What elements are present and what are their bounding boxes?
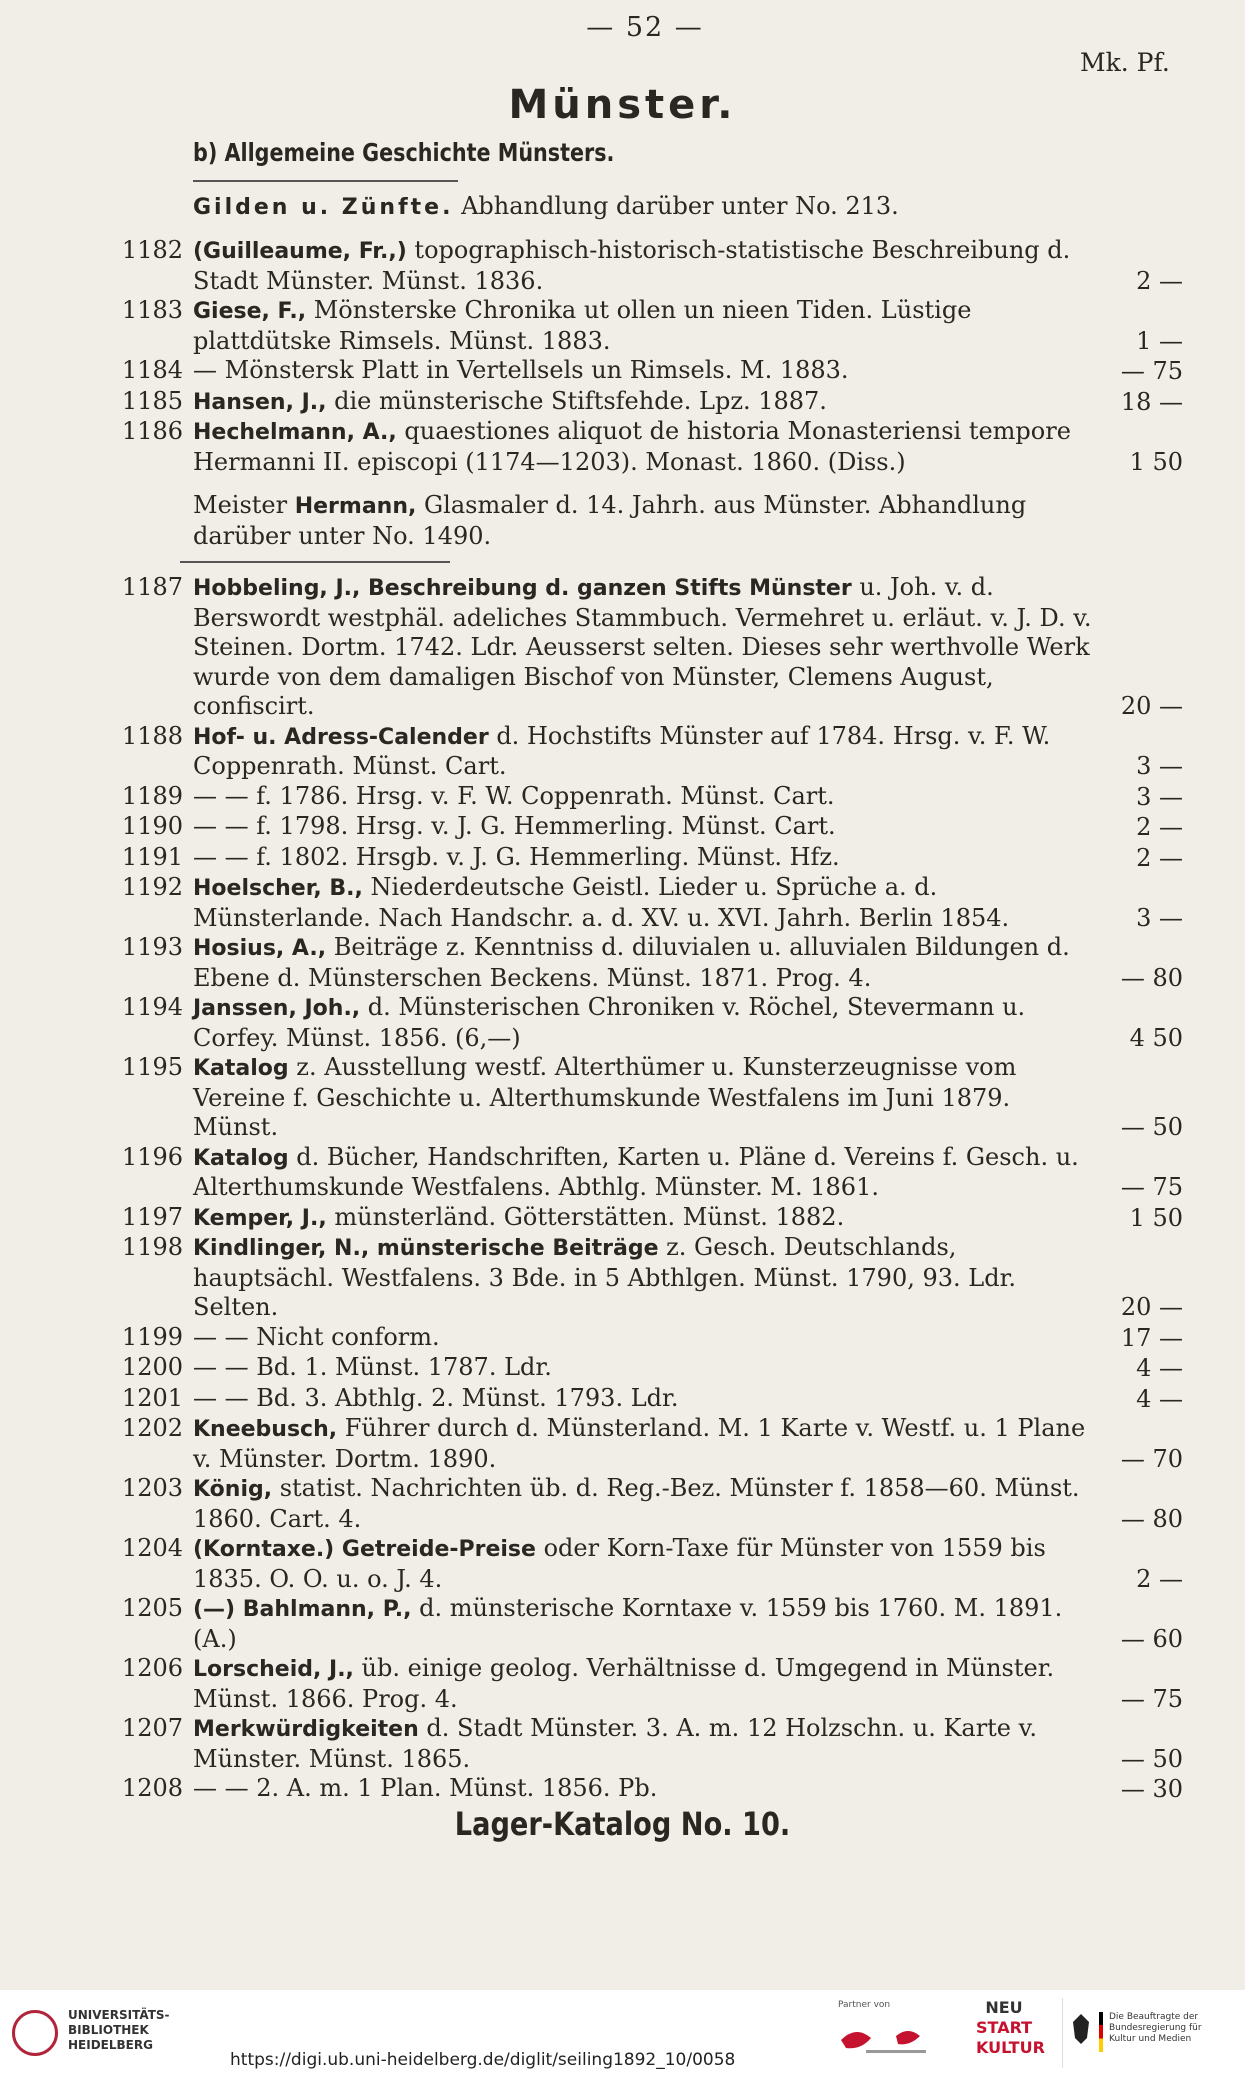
catalog-entry	[0, 1323, 1245, 1354]
catalog-entry	[0, 1534, 1245, 1594]
entry-description	[193, 993, 1093, 1053]
neu-label: NEU	[985, 1998, 1023, 2017]
entry-price: 17 —	[1120, 1323, 1183, 1352]
entry-number: 1202	[121, 1414, 183, 1442]
entry-price: 3 —	[1136, 752, 1183, 780]
entry-price: 4 —	[1136, 1384, 1183, 1413]
flag-icon	[1099, 2012, 1103, 2052]
entry-group-a	[0, 236, 1245, 477]
catalog-entry	[0, 296, 1245, 356]
entry-text: d. münsterische Korntaxe v. 1559 bis 1760. M. 1891. (A.)	[193, 1594, 1063, 1653]
entry-author: Hof- u. Adress-Calender	[193, 724, 489, 750]
entry-price: 2 —	[1136, 813, 1183, 841]
entry-price: — 70	[1120, 1444, 1183, 1473]
entry-price: — 60	[1120, 1624, 1183, 1653]
entry-number: 1191	[121, 842, 183, 871]
entry-text: topographisch-historisch-statistische Beschreibung d. Stadt Münster. Münst. 1836.	[193, 236, 1071, 295]
entry-price: — 50	[1120, 1113, 1183, 1141]
entry-text: — — f. 1802. Hrsgb. v. J. G. Hemmerling. Münst. Hfz.	[193, 842, 840, 871]
entry-number: 1186	[121, 417, 183, 445]
catalog-footer: Lager-Katalog No. 10.	[454, 1805, 791, 1843]
entry-price: — 80	[1120, 963, 1183, 992]
entry-text: — — Bd. 1. Münst. 1787. Ldr.	[193, 1353, 552, 1381]
entry-text: — — Bd. 3. Abthlg. 2. Münst. 1793. Ldr.	[193, 1383, 679, 1412]
entry-author: Kindlinger, N., münsterische Beiträge	[193, 1236, 659, 1261]
entry-price: 2 —	[1136, 1564, 1183, 1593]
entry-description	[193, 1203, 1093, 1234]
entry-author: König,	[193, 1477, 273, 1502]
entry-description	[193, 236, 1093, 296]
entry-description	[193, 812, 1093, 843]
entry-text: — — f. 1786. Hrsg. v. F. W. Coppenrath. Münst. Cart.	[193, 781, 835, 810]
entry-text: Mönsterske Chronika ut ollen un nieen Tiden. Lüstige plattdütske Rimsels. Münst. 1883.	[193, 296, 972, 355]
entry-author: Kemper, J.,	[193, 1205, 327, 1231]
entry-text: — Mönstersk Platt in Vertellsels un Rimsels. M. 1883.	[193, 356, 849, 384]
entry-price: 1 50	[1129, 1203, 1183, 1232]
entry-text: d. Hochstifts Münster auf 1784. Hrsg. v. F. W. Coppenrath. Münst. Cart.	[193, 721, 1051, 780]
entry-price: — 75	[1120, 1173, 1183, 1201]
catalog-entry	[0, 236, 1245, 296]
catalog-entry	[0, 1414, 1245, 1474]
entry-list	[0, 236, 1245, 1805]
entry-price: 18 —	[1120, 387, 1183, 416]
partner-label: Partner von	[838, 2000, 891, 2010]
catalog-entry	[0, 782, 1245, 813]
catalog-entry	[0, 1384, 1245, 1415]
catalog-entry	[0, 1143, 1245, 1203]
entry-number: 1194	[121, 993, 183, 1021]
entry-text: d. Bücher, Handschriften, Karten u. Pläne d. Vereins f. Gesch. u. Alterthumskunde Westfalens. Abthlg. Münster. M. 1861.	[193, 1142, 1079, 1201]
entry-description	[193, 1053, 1093, 1143]
entry-number: 1188	[121, 721, 183, 750]
entry-author: (Korntaxe.) Getreide-Preise	[193, 1537, 536, 1562]
entry-number: 1185	[121, 386, 183, 415]
entry-description	[193, 1774, 1093, 1805]
catalog-entry	[0, 1774, 1245, 1805]
catalog-entry	[0, 1203, 1245, 1234]
catalog-entry	[0, 1474, 1245, 1534]
entry-price: 4 —	[1136, 1354, 1183, 1382]
page-number: — 52 —	[586, 12, 704, 43]
spacer	[0, 563, 1245, 573]
catalog-entry	[0, 812, 1245, 843]
entry-description	[193, 1143, 1093, 1203]
note-text: Abhandlung darüber unter No. 213.	[461, 192, 899, 220]
entry-number: 1182	[121, 236, 183, 264]
permalink-url[interactable]: https://digi.ub.uni-heidelberg.de/diglit/seiling1892_10/0058	[230, 2050, 736, 2070]
catalog-entry	[0, 573, 1245, 722]
library-name[interactable]: UNIVERSITÄTS- BIBLIOTHEK HEIDELBERG	[68, 2008, 170, 2052]
entry-description	[193, 1353, 1093, 1384]
entry-author: Merkwürdigkeiten	[193, 1717, 419, 1742]
entry-price: 3 —	[1136, 782, 1183, 811]
note-lead: Hermann,	[294, 494, 417, 519]
entry-price: 2 —	[1136, 843, 1183, 872]
entry-number: 1206	[121, 1654, 183, 1682]
entry-number: 1189	[121, 781, 183, 810]
entry-number: 1195	[121, 1053, 183, 1081]
start-label: START	[976, 2018, 1033, 2037]
entry-number: 1184	[121, 356, 183, 384]
university-library-logo-icon[interactable]	[12, 2010, 58, 2056]
spacer	[0, 551, 1245, 561]
catalog-entry	[0, 1654, 1245, 1714]
entry-description	[193, 1474, 1093, 1534]
entry-text: — — Nicht conform.	[193, 1322, 440, 1351]
catalog-entry	[0, 873, 1245, 933]
entry-description	[193, 843, 1093, 874]
price-column-header: Mk. Pf.	[1080, 48, 1170, 77]
entry-text: statist. Nachrichten üb. d. Reg.-Bez. Münster f. 1858—60. Münst. 1860. Cart. 4.	[193, 1474, 1080, 1533]
entry-number: 1187	[121, 573, 183, 601]
entry-number: 1208	[121, 1774, 183, 1802]
entry-text: d. Stadt Münster. 3. A. m. 12 Holzschn. u. Karte v. Münster. Münst. 1865.	[193, 1714, 1037, 1773]
entry-text: — — 2. A. m. 1 Plan. Münst. 1856. Pb.	[193, 1774, 658, 1802]
entry-description	[193, 933, 1093, 993]
catalog-entry	[0, 722, 1245, 782]
entry-author: (Guilleaume, Fr.,)	[193, 239, 407, 264]
entry-text: u. Joh. v. d. Berswordt westphäl. adeliches Stammbuch. Vermehret u. erläut. v. J. D. v. Steinen. Dortm. 1742. Ldr. Aeusserst selten. Dieses sehr werthvolle Werk wurde von dem damaligen Bischof von Münster, Clemens August, confiscirt.	[193, 573, 1092, 720]
entry-author: Janssen, Joh.,	[193, 996, 361, 1021]
entry-number: 1197	[121, 1202, 183, 1231]
entry-author: Kneebusch,	[193, 1417, 338, 1442]
entry-description	[193, 1384, 1093, 1415]
catalog-entry	[0, 356, 1245, 387]
entry-group-b	[0, 573, 1245, 1805]
entry-price: 1 50	[1129, 447, 1183, 476]
note-text: Glasmaler d. 14. Jahrh. aus Münster. Abhandlung darüber unter No. 1490.	[193, 491, 1027, 550]
entry-number: 1199	[121, 1322, 183, 1351]
entry-price: — 30	[1120, 1775, 1183, 1803]
entry-author: Hoelscher, B.,	[193, 876, 363, 901]
entry-text: die münsterische Stiftsfehde. Lpz. 1887.	[326, 386, 827, 415]
entry-text: münsterländ. Götterstätten. Münst. 1882.	[326, 1202, 845, 1231]
catalog-entry	[0, 933, 1245, 993]
note-gilden	[193, 192, 899, 222]
entry-price: 20 —	[1120, 692, 1183, 720]
entry-number: 1207	[121, 1714, 183, 1742]
entry-number: 1190	[121, 812, 183, 840]
entry-description	[193, 1534, 1093, 1594]
entry-text: oder Korn-Taxe für Münster von 1559 bis 1835. O. O. u. o. J. 4.	[193, 1534, 1046, 1593]
entry-description	[193, 1233, 1093, 1323]
entry-number: 1205	[121, 1594, 183, 1622]
catalog-entry	[0, 1053, 1245, 1143]
entry-number: 1201	[121, 1383, 183, 1412]
entry-description	[193, 1594, 1093, 1654]
entry-author: Katalog	[193, 1056, 289, 1081]
neustart-kultur-logo[interactable]	[976, 1998, 1045, 2066]
entry-price: — 80	[1120, 1504, 1183, 1533]
kultur-label: KULTUR	[976, 2038, 1045, 2057]
note-pre: Meister	[193, 491, 295, 519]
entry-description	[193, 1414, 1093, 1474]
entry-number: 1192	[121, 873, 183, 901]
viewer-footer-bar	[0, 1990, 1245, 2078]
entry-number: 1203	[121, 1474, 183, 1502]
note-lead: Gilden u. Zünfte.	[193, 195, 454, 220]
entry-price: 1 —	[1136, 326, 1183, 355]
entry-description	[193, 387, 1093, 418]
catalog-entry	[0, 843, 1245, 874]
entry-price: 3 —	[1136, 903, 1183, 932]
entry-text: z. Ausstellung westf. Alterthümer u. Kunsterzeugnisse vom Vereine f. Geschichte u. Alterthumskunde Westfalens im Juni 1879. Münst.	[193, 1053, 1017, 1141]
entry-number: 1198	[121, 1233, 183, 1261]
entry-number: 1183	[121, 296, 183, 324]
entry-author: (—) Bahlmann, P.,	[193, 1597, 412, 1622]
entry-author: Hosius, A.,	[193, 936, 327, 961]
entry-price: 4 50	[1129, 1023, 1183, 1052]
entry-price: — 50	[1120, 1744, 1183, 1773]
entry-text: Beiträge z. Kenntniss d. diluvialen u. alluvialen Bildungen d. Ebene d. Münsterschen Beckens. Münst. 1871. Prog. 4.	[193, 933, 1070, 992]
entry-number: 1196	[121, 1142, 183, 1171]
entry-text: — — f. 1798. Hrsg. v. J. G. Hemmerling. Münst. Cart.	[193, 812, 836, 840]
entry-author: Lorscheid, J.,	[193, 1657, 354, 1682]
entry-author: Hansen, J.,	[193, 389, 327, 415]
dsb-partner-logo-icon[interactable]	[836, 2020, 946, 2056]
entry-price: 2 —	[1136, 266, 1183, 295]
bkm-text: Die Beauftragte der Bundesregierung für Kultur und Medien	[1109, 2012, 1202, 2044]
entry-text: Führer durch d. Münsterland. M. 1 Karte v. Westf. u. 1 Plane v. Münster. Dortm. 1890.	[193, 1414, 1086, 1473]
catalog-entry	[0, 387, 1245, 418]
entry-number: 1193	[121, 933, 183, 961]
note-hermann	[193, 491, 1093, 551]
catalog-entry	[0, 1233, 1245, 1323]
entry-author: Hobbeling, J., Beschreibung d. ganzen Stifts Münster	[193, 576, 852, 601]
spacer	[0, 477, 1245, 491]
catalog-entry	[0, 1594, 1245, 1654]
entry-text: üb. einige geolog. Verhältnisse d. Umgegend in Münster. Münst. 1866. Prog. 4.	[193, 1654, 1055, 1713]
entry-text: quaestiones aliquot de historia Monasteriensi tempore Hermanni II. episcopi (1174—1203). Monast. 1860. (Diss.)	[193, 417, 1071, 476]
entry-description	[193, 1323, 1093, 1354]
entry-description	[193, 1654, 1093, 1714]
entry-author: Hechelmann, A.,	[193, 420, 397, 445]
catalog-entry	[0, 1714, 1245, 1774]
entry-price: 20 —	[1120, 1293, 1183, 1321]
entry-description	[193, 356, 1093, 387]
divider	[193, 180, 458, 182]
entry-description	[193, 722, 1093, 782]
entry-price: — 75	[1120, 1684, 1183, 1713]
eagle-icon	[1069, 2012, 1093, 2046]
entry-author: Giese, F.,	[193, 299, 307, 324]
entry-price: — 75	[1120, 357, 1183, 385]
catalog-entry	[0, 993, 1245, 1053]
entry-text: Niederdeutsche Geistl. Lieder u. Sprüche a. d. Münsterlande. Nach Handschr. a. d. XV. u. XVI. Jahrh. Berlin 1854.	[193, 873, 1010, 932]
entry-description	[193, 417, 1093, 477]
entry-number: 1200	[121, 1353, 183, 1381]
entry-number: 1204	[121, 1534, 183, 1562]
catalog-entry	[0, 417, 1245, 477]
entry-text: z. Gesch. Deutschlands, hauptsächl. Westfalens. 3 Bde. in 5 Abthlgen. Münst. 1790, 93. Ldr. Selten.	[193, 1233, 1017, 1321]
entry-description	[193, 1714, 1093, 1774]
entry-description	[193, 873, 1093, 933]
catalog-entry	[0, 1353, 1245, 1384]
bkm-logo[interactable]	[1062, 1998, 1233, 2068]
section-subtitle: b) Allgemeine Geschichte Münsters.	[193, 138, 615, 167]
entry-description	[193, 573, 1093, 722]
entry-text: d. Münsterischen Chroniken v. Röchel, Stevermann u. Corfey. Münst. 1856. (6,—)	[193, 993, 1026, 1052]
entry-author: Katalog	[193, 1145, 289, 1171]
entry-description	[193, 296, 1093, 356]
page-title: Münster.	[508, 82, 737, 128]
entry-description	[193, 782, 1093, 813]
